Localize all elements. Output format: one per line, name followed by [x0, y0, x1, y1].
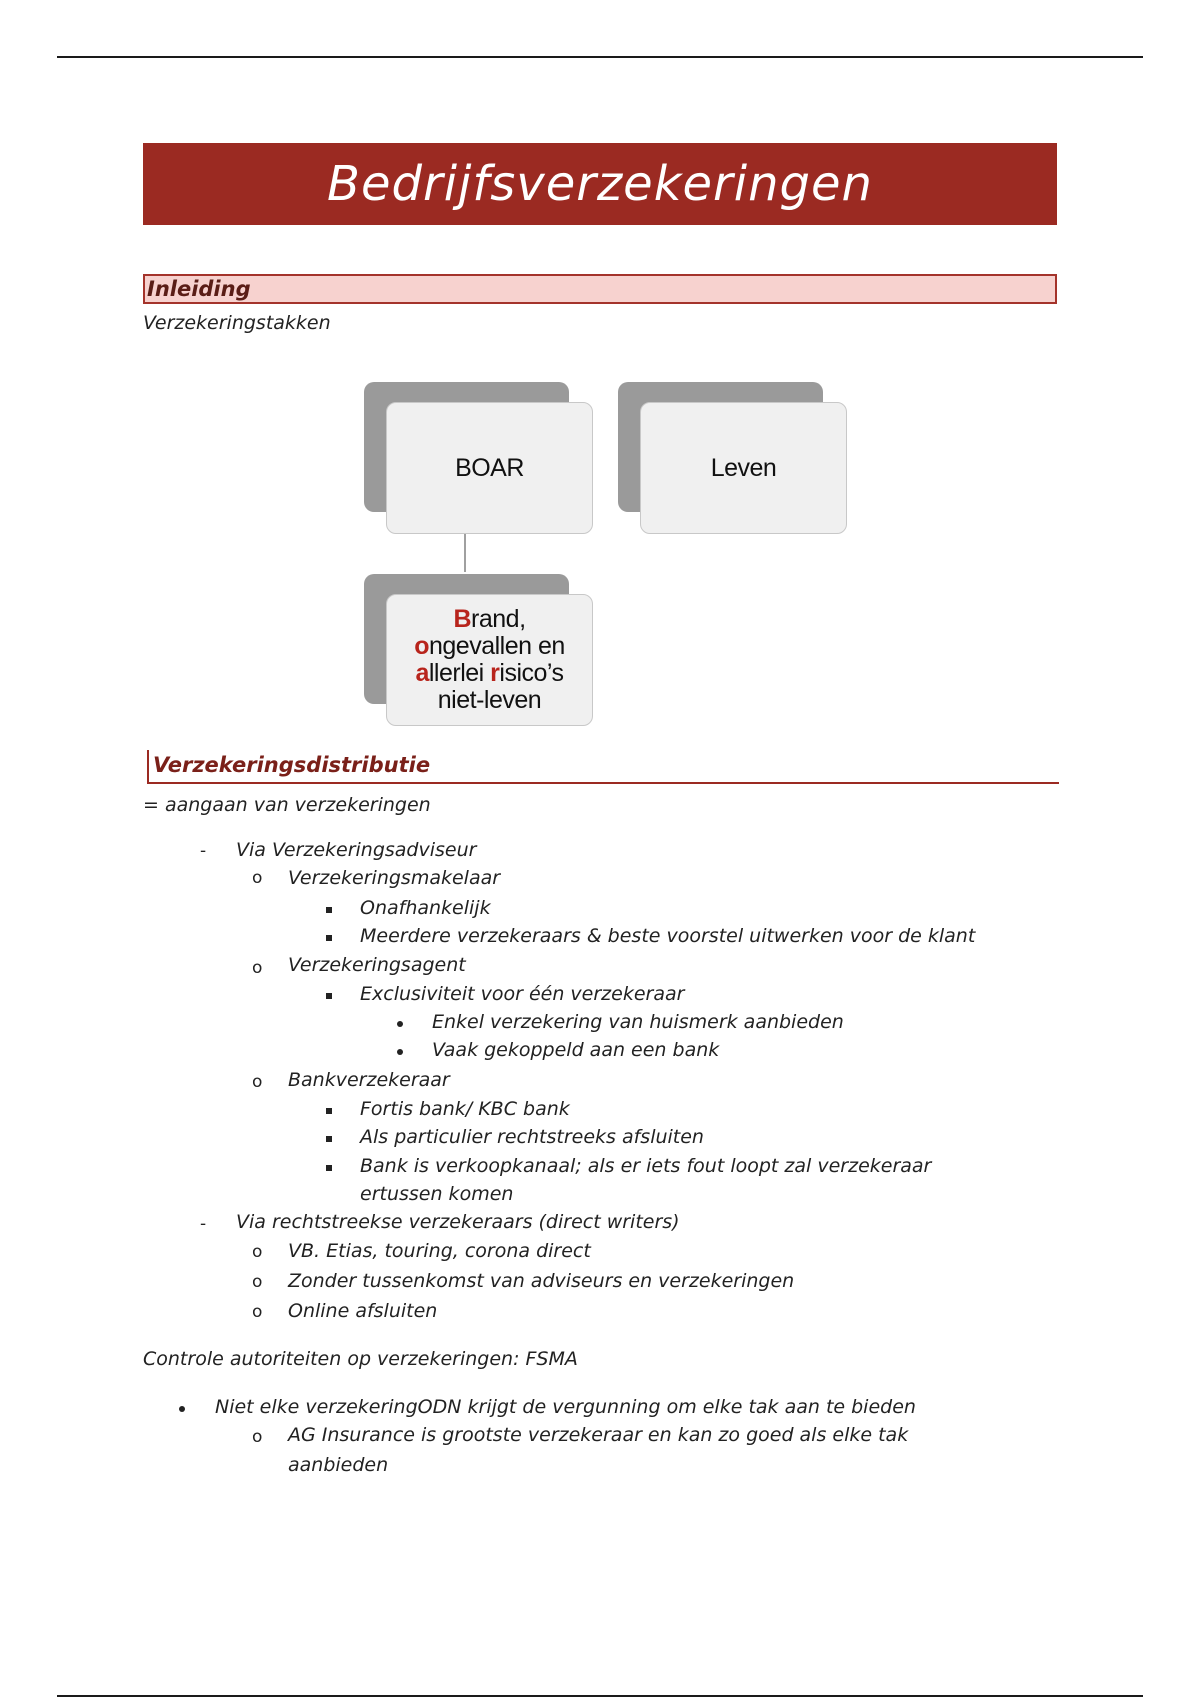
circle-marker: o: [252, 868, 263, 888]
list-item: Enkel verzekering van huismerk aanbieden: [432, 1011, 844, 1033]
top-rule: [57, 56, 1143, 58]
square-bullet: [326, 993, 332, 999]
round-bullet: [397, 1049, 403, 1055]
circle-marker: o: [252, 1072, 263, 1092]
box-boar-label: BOAR: [455, 453, 524, 482]
round-bullet: [397, 1021, 403, 1027]
list-item: Verzekeringsmakelaar: [288, 867, 501, 889]
list-item: Meerdere verzekeraars & beste voorstel uitwerken voor de klant: [360, 925, 976, 947]
list-item: Verzekeringsagent: [288, 954, 466, 976]
acc-o: o: [414, 632, 429, 660]
list-item: AG Insurance is grootste verzekeraar en kan zo goed als elke tak: [288, 1424, 909, 1446]
acc-r: r: [490, 659, 500, 687]
definition: = aangaan van verzekeringen: [143, 794, 431, 816]
detail-l1: rand,: [471, 605, 526, 633]
box-leven-label: Leven: [710, 453, 777, 482]
list-item: Als particulier rechtstreeks afsluiten: [360, 1126, 704, 1148]
list-item-continuation: ertussen komen: [360, 1183, 514, 1205]
square-bullet: [326, 1108, 332, 1114]
list-item: Bankverzekeraar: [288, 1069, 450, 1091]
square-bullet: [326, 935, 332, 941]
list-item: Onafhankelijk: [360, 897, 491, 919]
detail-l4: niet-leven: [437, 686, 542, 714]
dash-marker: -: [200, 1214, 207, 1234]
acc-a: a: [415, 659, 429, 687]
list-item-continuation: aanbieden: [288, 1454, 389, 1476]
list-item: Exclusiviteit voor één verzekeraar: [360, 983, 685, 1005]
square-bullet: [326, 1136, 332, 1142]
list-item: Zonder tussenkomst van adviseurs en verzekeringen: [288, 1270, 795, 1292]
list-item: Vaak gekoppeld aan een bank: [432, 1039, 720, 1061]
box-boar: [386, 402, 593, 534]
list-item: VB. Etias, touring, corona direct: [288, 1240, 591, 1262]
circle-marker: o: [252, 1302, 263, 1322]
square-bullet: [326, 1165, 332, 1171]
list-item: Via rechtstreekse verzekeraars (direct writers): [236, 1211, 680, 1233]
detail-l2: ngevallen en: [428, 632, 565, 660]
list-item: Niet elke verzekeringODN krijgt de vergunning om elke tak aan te bieden: [215, 1396, 916, 1418]
page-title: Bedrijfsverzekeringen: [143, 143, 1057, 225]
box-detail-label: [414, 606, 565, 714]
acc-b: B: [453, 605, 472, 633]
bottom-rule: [57, 1695, 1143, 1697]
control-title: Controle autoriteiten op verzekeringen: FSMA: [143, 1348, 578, 1370]
heading-verzekeringsdistributie: Verzekeringsdistributie: [147, 750, 1059, 784]
list-item: Bank is verkoopkanaal; als er iets fout loopt zal verzekeraar: [360, 1155, 932, 1177]
list-item: Via Verzekeringsadviseur: [236, 839, 477, 861]
circle-marker: o: [252, 1242, 263, 1262]
list-item: Fortis bank/ KBC bank: [360, 1098, 570, 1120]
circle-marker: o: [252, 1272, 263, 1292]
diagram-connector: [464, 534, 466, 572]
list-item: Online afsluiten: [288, 1300, 438, 1322]
circle-marker: o: [252, 958, 263, 978]
round-bullet: [179, 1406, 185, 1412]
dash-marker: -: [200, 841, 207, 861]
subtitle-verzekeringstakken: Verzekeringstakken: [143, 312, 331, 334]
heading-inleiding: Inleiding: [143, 274, 1057, 304]
detail-l3a: llerlei: [428, 659, 491, 687]
circle-marker: o: [252, 1427, 263, 1447]
square-bullet: [326, 907, 332, 913]
box-detail: [386, 594, 593, 726]
box-leven: [640, 402, 847, 534]
detail-l3b: isico’s: [499, 659, 564, 687]
